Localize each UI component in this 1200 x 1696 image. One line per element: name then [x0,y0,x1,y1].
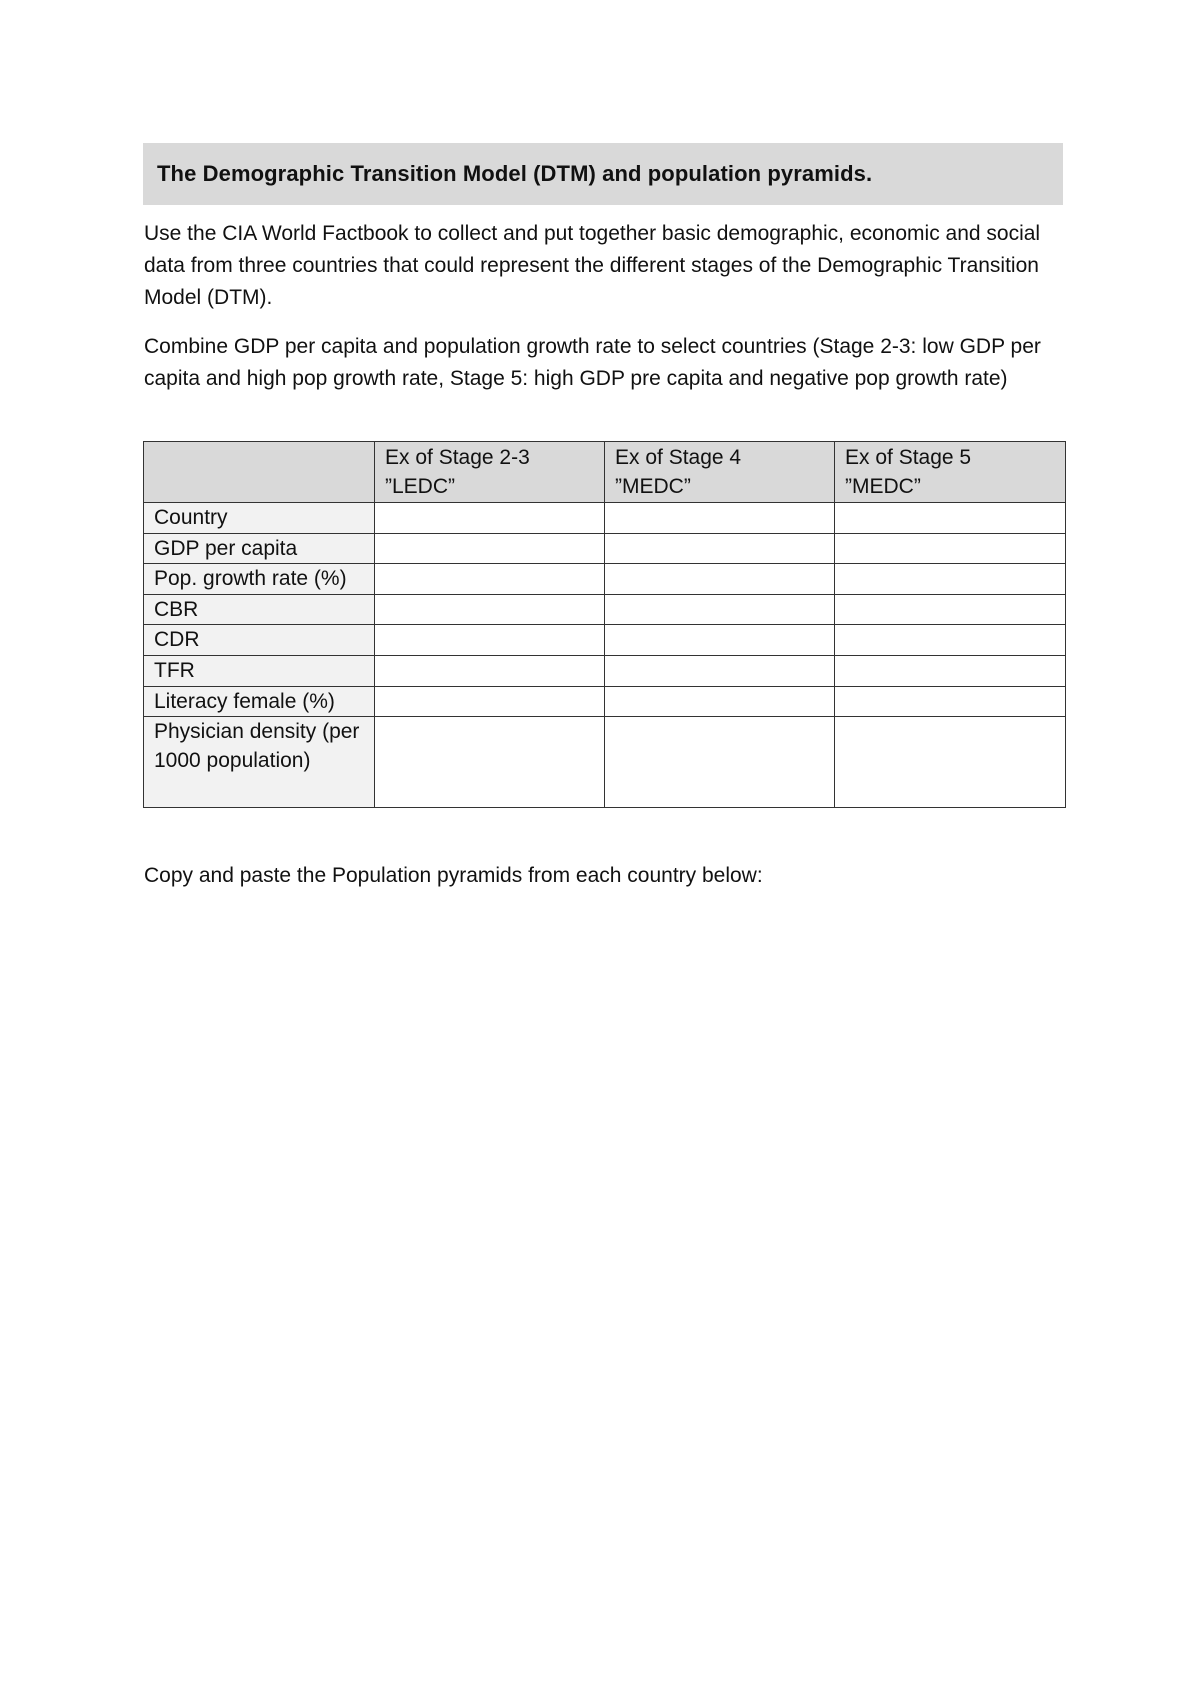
intro-paragraph: Use the CIA World Factbook to collect and put together basic demographic, economic and social data from three countries that could represent the different stages of the Demographic Transition Model (DTM). [144,222,1041,309]
table-row [144,686,1066,717]
header-cell-stage-4 [605,442,835,503]
cell-input[interactable] [835,503,1066,534]
cell-input[interactable] [375,564,605,595]
cell-input[interactable] [835,655,1066,686]
header-stage-type: ”LEDC” [385,475,456,498]
cell-input[interactable] [375,625,605,656]
cell-input[interactable] [605,564,835,595]
cell-input[interactable] [605,503,835,534]
cell-input[interactable] [835,564,1066,595]
header-cell-empty [144,442,375,503]
page-title: The Demographic Transition Model (DTM) and population pyramids. [157,161,873,186]
pyramids-instruction: Copy and paste the Population pyramids from each country below: [144,864,763,887]
table-row [144,717,1066,808]
table-row [144,564,1066,595]
instructions-paragraph: Combine GDP per capita and population growth rate to select countries (Stage 2-3: low GDP per capita and high pop growth rate, Stage 5: high GDP pre capita and negative pop growth rate) [144,335,1041,390]
title-banner [143,143,1063,205]
cell-input[interactable] [835,625,1066,656]
cell-input[interactable] [835,533,1066,564]
cell-input[interactable] [835,717,1066,808]
cell-input[interactable] [375,594,605,625]
cell-input[interactable] [605,533,835,564]
table-header-row [144,442,1066,503]
row-label-tfr: TFR [144,655,375,686]
table-row [144,625,1066,656]
row-label-cdr: CDR [144,625,375,656]
row-label-cbr: CBR [144,594,375,625]
row-label-physician-density: Physician density (per 1000 population) [144,717,375,808]
cell-input[interactable] [835,594,1066,625]
table-row [144,594,1066,625]
row-label-country: Country [144,503,375,534]
header-stage-label: Ex of Stage 4 [615,446,742,469]
table-row [144,655,1066,686]
cell-input[interactable] [375,686,605,717]
cell-input[interactable] [375,655,605,686]
cell-input[interactable] [375,717,605,808]
header-stage-label: Ex of Stage 5 [845,446,972,469]
header-stage-label: Ex of Stage 2-3 [385,446,530,469]
cell-input[interactable] [605,594,835,625]
table-row [144,533,1066,564]
cell-input[interactable] [605,717,835,808]
data-collection-table [143,441,1066,808]
header-cell-stage-5 [835,442,1066,503]
cell-input[interactable] [835,686,1066,717]
cell-input[interactable] [605,655,835,686]
row-label-gdp: GDP per capita [144,533,375,564]
header-stage-type: ”MEDC” [615,475,691,498]
header-stage-type: ”MEDC” [845,475,921,498]
cell-input[interactable] [605,686,835,717]
row-label-growth-rate: Pop. growth rate (%) [144,564,375,595]
cell-input[interactable] [375,503,605,534]
row-label-literacy: Literacy female (%) [144,686,375,717]
header-cell-stage-2-3 [375,442,605,503]
cell-input[interactable] [375,533,605,564]
table-row [144,503,1066,534]
cell-input[interactable] [605,625,835,656]
